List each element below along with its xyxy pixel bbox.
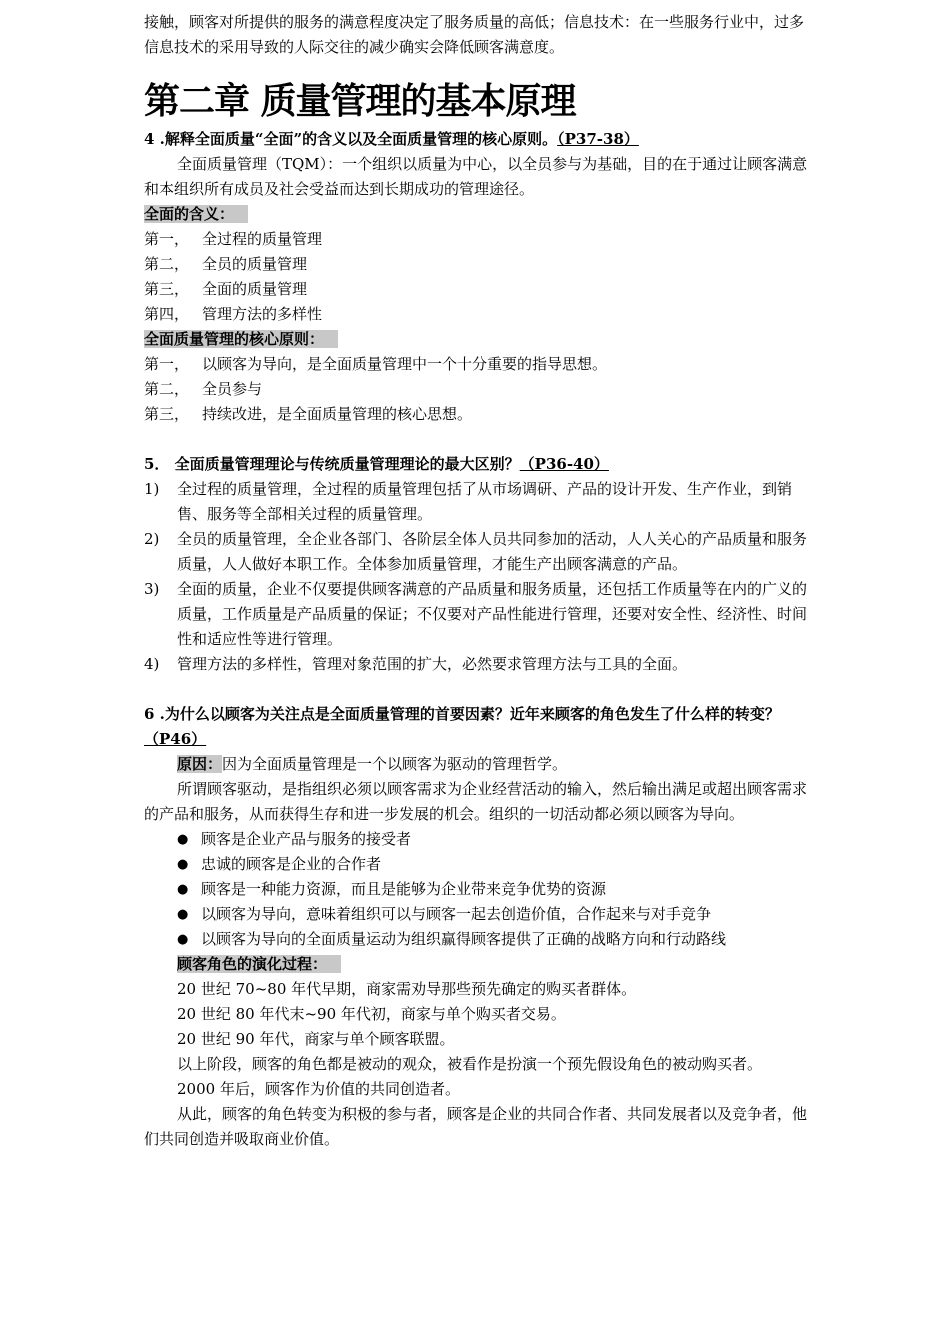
- difference-item: [144, 652, 808, 677]
- core-item-text: 持续改进，是全面质量管理的核心思想。: [202, 405, 473, 423]
- core-item-label: 第一，: [144, 355, 190, 373]
- core-item-label: 第二，: [144, 380, 190, 398]
- bullet-dot-icon: ●: [177, 882, 189, 897]
- difference-item: [144, 527, 808, 577]
- evolution-stage: 20 世纪 80 年代末~90 年代初，商家与单个购买者交易。: [177, 1005, 566, 1023]
- bullet-item: [144, 902, 808, 927]
- question-6-title: 6 .为什么以顾客为关注点是全面质量管理的首要因素？近年来顾客的角色发生了什么样的转变？: [144, 705, 780, 723]
- evolution-stage: 20 世纪 90 年代，商家与单个顾客联盟。: [177, 1030, 455, 1048]
- spacer: [144, 677, 808, 702]
- meaning-item-text: 全员的质量管理: [202, 255, 308, 273]
- meaning-item: [144, 252, 808, 277]
- customer-driven-paragraph: 所谓顾客驱动，是指组织必须以顾客需求为企业经营活动的输入，然后输出满足或超出顾客需求的产品和服务，从而获得生存和进一步发展的机会。组织的一切活动都必须以顾客为导向。: [144, 780, 808, 823]
- question-6-heading: [144, 702, 808, 752]
- core-item: [144, 402, 808, 427]
- question-6-ref: （P46）: [144, 730, 207, 748]
- bullet-item: [144, 927, 808, 952]
- bullet-text: 以顾客为导向，意味着组织可以与顾客一起去创造价值，合作起来与对手竞争: [201, 905, 712, 923]
- difference-item-text: 全员的质量管理，全企业各部门、各阶层全体人员共同参加的活动，人人关心的产品质量和服务质量，人人做好本职工作。全体参加质量管理，才能生产出顾客满意的产品。: [177, 530, 808, 573]
- difference-item-text: 全过程的质量管理，全过程的质量管理包括了从市场调研、产品的设计开发、生产作业，到销售、服务等全部相关过程的质量管理。: [177, 480, 793, 523]
- year-2000-paragraph: 2000 年后，顾客作为价值的共同创造者。: [177, 1080, 460, 1098]
- spacer: [144, 427, 808, 452]
- core-heading: 全面质量管理的核心原则：: [144, 330, 338, 348]
- difference-item-text: 全面的质量，企业不仅要提供顾客满意的产品质量和服务质量，还包括工作质量等在内的广义的质量，工作质量是产品质量的保证；不仅要对产品性能进行管理，还要对安全性、经济性、时间性和适应性等进行管理。: [177, 580, 808, 648]
- conclusion-paragraph: 从此，顾客的角色转变为积极的参与者，顾客是企业的共同合作者、共同发展者以及竞争者，他们共同创造并吸取商业价值。: [144, 1105, 808, 1148]
- core-heading-line: [144, 327, 808, 352]
- evolution-heading-line: [144, 952, 808, 977]
- difference-item-text: 管理方法的多样性，管理对象范围的扩大，必然要求管理方法与工具的全面。: [177, 655, 688, 673]
- meaning-item: [144, 277, 808, 302]
- bullet-dot-icon: ●: [177, 857, 189, 872]
- bullet-text: 顾客是企业产品与服务的接受者: [201, 830, 412, 848]
- question-5-title: 5． 全面质量管理理论与传统质量管理理论的最大区别？: [144, 455, 520, 473]
- intro-paragraph: 接触，顾客对所提供的服务的满意程度决定了服务质量的高低；信息技术：在一些服务行业中，过多信息技术的采用导致的人际交往的减少确实会降低顾客满意度。: [144, 13, 805, 56]
- question-5-heading: [144, 452, 808, 477]
- meaning-heading-line: [144, 202, 808, 227]
- bullet-text: 顾客是一种能力资源，而且是能够为企业带来竞争优势的资源: [201, 880, 607, 898]
- question-5-ref: （P36-40）: [519, 455, 609, 473]
- meaning-item-text: 全面的质量管理: [202, 280, 308, 298]
- bullet-dot-icon: ●: [177, 932, 189, 947]
- passive-role-paragraph: 以上阶段，顾客的角色都是被动的观众，被看作是扮演一个预先假设角色的被动购买者。: [177, 1055, 763, 1073]
- question-4-heading: [144, 127, 808, 152]
- tqm-definition: 全面质量管理（TQM）：一个组织以质量为中心，以全员参与为基础，目的在于通过让顾客满意和本组织所有成员及社会受益而达到长期成功的管理途径。: [144, 155, 808, 198]
- core-item-text: 以顾客为导向，是全面质量管理中一个十分重要的指导思想。: [202, 355, 608, 373]
- reason-text: 因为全面质量管理是一个以顾客为驱动的管理哲学。: [222, 755, 568, 773]
- chapter-title: 第二章 质量管理的基本原理: [144, 81, 576, 122]
- meaning-item-label: 第二，: [144, 255, 190, 273]
- difference-item-number: 4): [144, 655, 160, 673]
- meaning-item-text: 全过程的质量管理: [202, 230, 323, 248]
- core-item-label: 第三，: [144, 405, 190, 423]
- evolution-heading: 顾客角色的演化过程：: [177, 955, 341, 973]
- core-item-text: 全员参与: [202, 380, 263, 398]
- bullet-item: [144, 852, 808, 877]
- meaning-item-label: 第四，: [144, 305, 190, 323]
- difference-item: [144, 577, 808, 652]
- meaning-heading: 全面的含义：: [144, 205, 248, 223]
- core-item: [144, 352, 808, 377]
- bullet-item: [144, 877, 808, 902]
- core-item: [144, 377, 808, 402]
- evolution-stage: 20 世纪 70~80 年代早期，商家需劝导那些预先确定的购买者群体。: [177, 980, 637, 998]
- reason-paragraph: [144, 752, 808, 777]
- difference-item: [144, 477, 808, 527]
- meaning-item-label: 第三，: [144, 280, 190, 298]
- document-content: [144, 10, 808, 1152]
- bullet-text: 以顾客为导向的全面质量运动为组织赢得顾客提供了正确的战略方向和行动路线: [201, 930, 727, 948]
- bullet-text: 忠诚的顾客是企业的合作者: [201, 855, 382, 873]
- bullet-dot-icon: ●: [177, 832, 189, 847]
- question-4-ref: （P37-38）: [557, 130, 639, 148]
- meaning-item: [144, 302, 808, 327]
- question-4-title: 4 .解释全面质量“全面”的含义以及全面质量管理的核心原则。: [144, 130, 558, 148]
- meaning-item: [144, 227, 808, 252]
- bullet-dot-icon: ●: [177, 907, 189, 922]
- bullet-item: [144, 827, 808, 852]
- difference-item-number: 3): [144, 580, 160, 598]
- meaning-item-text: 管理方法的多样性: [202, 305, 323, 323]
- reason-label: 原因：: [177, 755, 223, 773]
- difference-item-number: 2): [144, 530, 160, 548]
- difference-item-number: 1): [144, 480, 160, 498]
- meaning-item-label: 第一，: [144, 230, 190, 248]
